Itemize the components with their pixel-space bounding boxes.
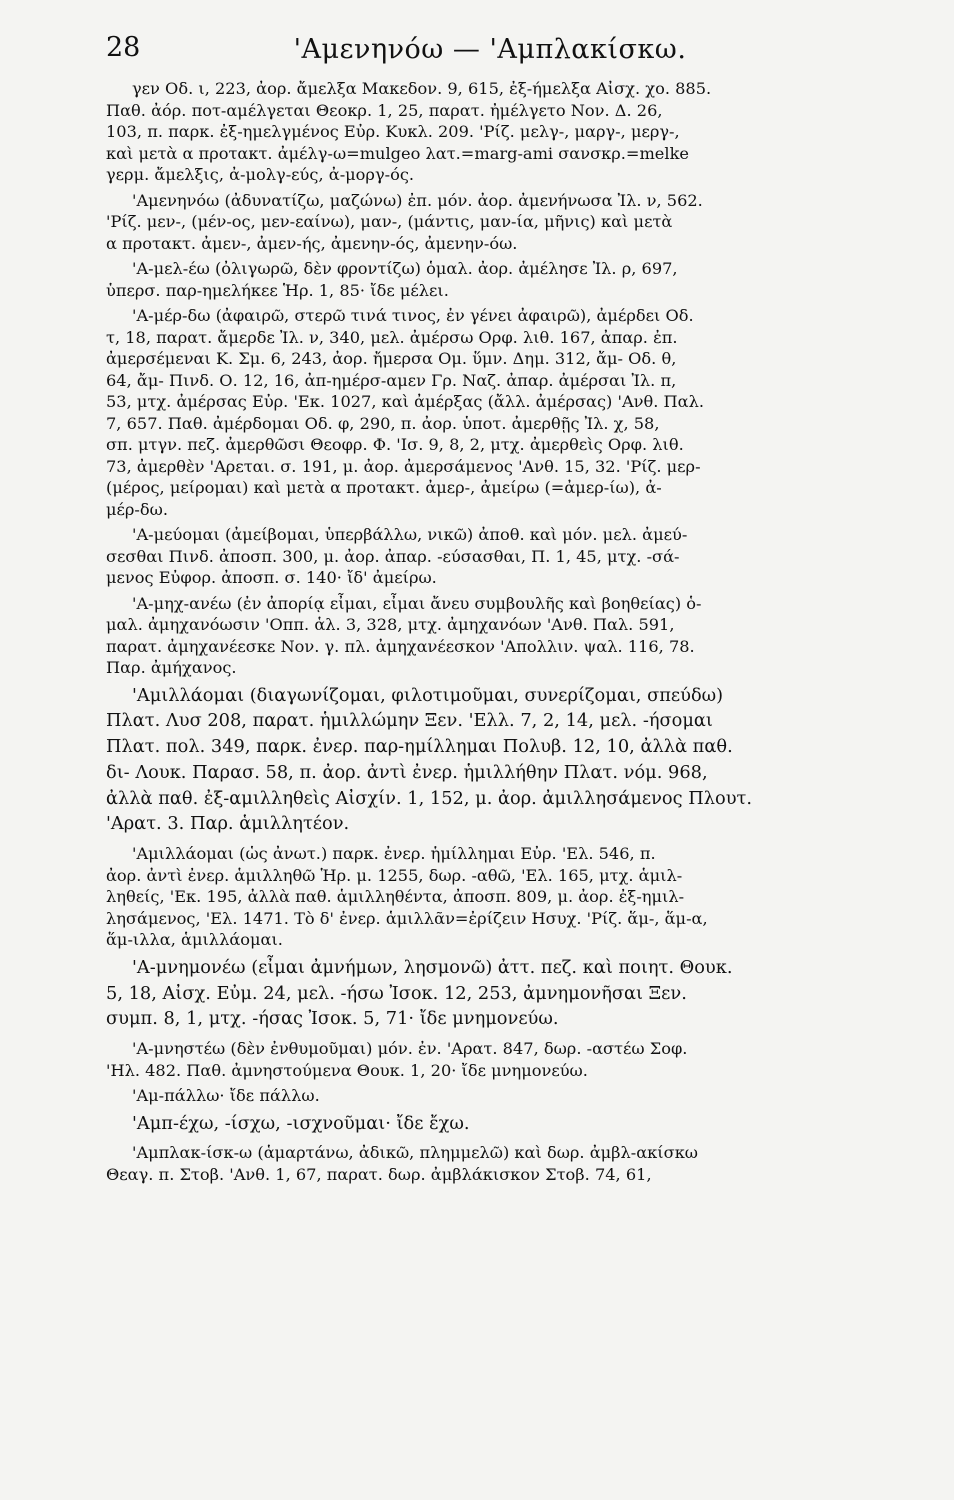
dictionary-entry <box>106 843 874 951</box>
dictionary-entry <box>106 683 874 838</box>
entry-text-line: γερμ. ἄμελξις, ἀ-μολγ-εύς, ἀ-μοργ-ός. <box>106 165 415 184</box>
entry-text-line: 103, π. παρκ. ἐξ-ημελγμένος Εὐρ. Κυκλ. 209. 'Ρίζ. μελγ-, μαργ-, μεργ-, <box>106 122 680 141</box>
entry-headword-line: 'Α-μεύομαι (ἀμείβομαι, ὑπερβάλλω, νικῶ) ἀποθ. καὶ μόν. μελ. ἀμεύ- <box>132 525 688 544</box>
entry-text-line: α προτακτ. ἀμεν-, ἀμεν-ής, ἀμενην-ός, ἀμενην-όω. <box>106 233 518 253</box>
entry-text-line: παρατ. ἀμηχανέεσκε Νον. γ. πλ. ἀμηχανέεσκον 'Απολλιν. ψαλ. 116, 78. <box>106 636 695 656</box>
page-number: 28 <box>106 32 141 63</box>
entry-text-line: Πλατ. πολ. 349, παρκ. ἐνερ. παρ-ημίλλημαι Πολυβ. 12, 10, ἀλλὰ παθ. <box>106 736 733 758</box>
dictionary-entry <box>106 1142 874 1185</box>
dictionary-entry <box>106 258 874 301</box>
entry-text-line: μενος Εὐφορ. ἀποσπ. σ. 140· ἴδ' ἀμείρω. <box>106 568 437 587</box>
entry-text-line: καὶ μετὰ α προτακτ. ἀμέλγ-ω=mulgeo λατ.=marg-ami σανσκρ.=melke <box>106 143 689 163</box>
entries-column <box>106 78 874 1185</box>
dictionary-entry <box>106 78 874 186</box>
dictionary-entry <box>106 955 874 1032</box>
entry-headword-line: 'Αμιλλάομαι (διαγωνίζομαι, φιλοτιμοῦμαι, συνερίζομαι, σπεύδω) <box>132 684 724 706</box>
entry-headword-line: 'Αμ-πάλλω· ἴδε πάλλω. <box>132 1086 320 1106</box>
entry-text-line: 7, 657. Παθ. ἀμέρδομαι Οδ. φ, 290, π. ἀορ. ὑποτ. ἀμερθῇς Ἰλ. χ, 58, <box>106 413 660 433</box>
dictionary-entry <box>106 1085 874 1107</box>
entry-text-line: Παρ. ἀμήχανος. <box>106 658 237 677</box>
entry-text-line: 53, μτχ. ἀμέρσας Εὐρ. 'Εκ. 1027, καὶ ἀμέρξας (ἄλλ. ἀμέρσας) 'Ανθ. Παλ. <box>106 392 704 411</box>
entry-text-line: 73, ἀμερθὲν 'Αρεται. σ. 191, μ. ἀορ. ἀμερσάμενος 'Ανθ. 15, 32. 'Ρίζ. μερ- <box>106 456 701 476</box>
entry-text-line: ἅμ-ιλλα, ἁμιλλάομαι. <box>106 930 283 950</box>
entry-text-line: σπ. μτγν. πεζ. ἀμερθῶσι Θεοφρ. Φ. 'Ισ. 9, 8, 2, μτχ. ἀμερθεὶς Ορφ. λιθ. <box>106 435 684 454</box>
entry-headword-line: 'Α-μνηστέω (δὲν ἐνθυμοῦμαι) μόν. ἐν. 'Αρατ. 847, δωρ. -αστέω Σοφ. <box>132 1039 688 1059</box>
entry-text-line: (μέρος, μείρομαι) καὶ μετὰ α προτακτ. ἀμερ-, ἀμείρω (=ἀμερ-ίω), ἀ- <box>106 478 662 497</box>
entry-headword-line: 'Α-μνημονέω (εἶμαι ἀμνήμων, λησμονῶ) ἀττ. πεζ. καὶ ποιητ. Θουκ. <box>132 956 733 978</box>
entry-headword-line: 'Α-μέρ-δω (ἀφαιρῶ, στερῶ τινά τινος, ἐν γένει ἀφαιρῶ), ἀμέρδει Οδ. <box>132 306 694 325</box>
dictionary-entry <box>106 305 874 520</box>
dictionary-entry <box>106 190 874 255</box>
entry-text-line: συμπ. 8, 1, μτχ. -ήσας Ἰσοκ. 5, 71· ἴδε μνημονεύω. <box>106 1008 559 1030</box>
entry-headword-line: 'Α-μηχ-ανέω (ἐν ἀπορίᾳ εἶμαι, εἶμαι ἄνευ συμβουλῆς καὶ βοηθείας) ὁ- <box>132 593 702 613</box>
page-header <box>106 22 874 72</box>
entry-text-line: 'Ηλ. 482. Παθ. ἀμνηστούμενα Θουκ. 1, 20· ἴδε μνημονεύω. <box>106 1060 588 1080</box>
entry-headword-line: 'Αμπλακ-ίσκ-ω (ἁμαρτάνω, ἀδικῶ, πλημμελῶ) καὶ δωρ. ἀμβλ-ακίσκω <box>132 1143 699 1163</box>
dictionary-entry <box>106 1111 874 1137</box>
dictionary-entry <box>106 593 874 679</box>
running-head: 'Αμενηνόω — 'Αμπλακίσκω. <box>293 34 687 65</box>
entry-text-line: Πλατ. Λυσ 208, παρατ. ἡμιλλώμην Ξεν. 'Ελλ. 7, 2, 14, μελ. -ήσομαι <box>106 710 713 732</box>
entry-text-line: 'Ρίζ. μεν-, (μέν-ος, μεν-εαίνω), μαν-, (μάντις, μαν-ία, μῆνις) καὶ μετὰ <box>106 212 673 231</box>
entry-text-line: μαλ. ἀμηχανόωσιν 'Οππ. ἁλ. 3, 328, μτχ. ἀμηχανόων 'Ανθ. Παλ. 591, <box>106 615 675 634</box>
entry-headword-line: 'Αμπ-έχω, -ίσχω, -ισχνοῦμαι· ἴδε ἔχω. <box>132 1112 470 1134</box>
entry-text-line: 64, ἄμ- Πινδ. Ο. 12, 16, ἀπ-ημέρσ-αμεν Γρ. Ναζ. ἀπαρ. ἀμέρσαι Ἰλ. π, <box>106 370 677 390</box>
entry-text-line: τ, 18, παρατ. ἄμερδε Ἰλ. ν, 340, μελ. ἀμέρσω Ορφ. λιθ. 167, ἀπαρ. ἐπ. <box>106 327 678 347</box>
entry-text-line: 5, 18, Αἰσχ. Εὐμ. 24, μελ. -ήσω Ἰσοκ. 12, 253, ἀμνημονῆσαι Ξεν. <box>106 982 687 1004</box>
entry-headword-line: γεν Οδ. ι, 223, ἀορ. ἄμελξα Μακεδον. 9, 615, ἐξ-ήμελξα Αἰσχ. χο. 885. <box>132 79 712 98</box>
entry-text-line: ἀορ. ἀντὶ ἐνερ. ἁμιλληθῶ Ἡρ. μ. 1255, δωρ. -αθῶ, 'Ελ. 165, μτχ. ἁμιλ- <box>106 865 683 885</box>
entry-headword-line: 'Αμιλλάομαι (ὡς ἀνωτ.) παρκ. ἐνερ. ἡμίλλημαι Εὐρ. 'Ελ. 546, π. <box>132 844 656 864</box>
entry-text-line: ἀμερσέμεναι Κ. Σμ. 6, 243, ἀορ. ἤμερσα Ομ. ὕμν. Δημ. 312, ἄμ- Οδ. θ, <box>106 349 677 368</box>
entry-text-line: ἀλλὰ παθ. ἐξ-αμιλληθεὶς Αἰσχίν. 1, 152, μ. ἀορ. ἀμιλλησάμενος Πλουτ. <box>106 787 753 809</box>
entry-headword-line: 'Α-μελ-έω (ὀλιγωρῶ, δὲν φροντίζω) ὁμαλ. ἀορ. ἀμέλησε Ἰλ. ρ, 697, <box>132 259 678 278</box>
entry-text-line: 'Αρατ. 3. Παρ. ἁμιλλητέον. <box>106 813 350 835</box>
entry-text-line: Παθ. ἀόρ. ποτ-αμέλγεται Θεοκρ. 1, 25, παρατ. ἠμέλγετο Νον. Δ. 26, <box>106 100 663 120</box>
dictionary-entry <box>106 1038 874 1081</box>
entry-text-line: ὑπερσ. παρ-ημελήκεε Ἡρ. 1, 85· ἴδε μέλει. <box>106 280 449 300</box>
entry-text-line: σεσθαι Πινδ. ἀποσπ. 300, μ. ἀορ. ἀπαρ. -εύσασθαι, Π. 1, 45, μτχ. -σά- <box>106 546 680 566</box>
entry-text-line: λησάμενος, 'Ελ. 1471. Τὸ δ' ἐνερ. ἁμιλλᾶν=ἐρίζειν Ησυχ. 'Ρίζ. ἅμ-, ἅμ-α, <box>106 908 708 928</box>
entry-text-line: μέρ-δω. <box>106 499 168 519</box>
entry-text-line: ληθείς, 'Εκ. 195, ἀλλὰ παθ. ἁμιλληθέντα, ἀποσπ. 809, μ. ἀορ. ἐξ-ημιλ- <box>106 887 685 907</box>
entry-text-line: Θεαγ. π. Στοβ. 'Ανθ. 1, 67, παρατ. δωρ. ἀμβλάκισκον Στοβ. 74, 61, <box>106 1164 652 1184</box>
entry-headword-line: 'Αμενηνόω (ἀδυνατίζω, μαζώνω) ἐπ. μόν. ἀορ. ἀμενήνωσα Ἰλ. ν, 562. <box>132 190 703 210</box>
dictionary-entry <box>106 524 874 589</box>
entry-text-line: δι- Λουκ. Παρασ. 58, π. ἀορ. ἀντὶ ἐνερ. ἡμιλλήθην Πλατ. νόμ. 968, <box>106 761 708 783</box>
